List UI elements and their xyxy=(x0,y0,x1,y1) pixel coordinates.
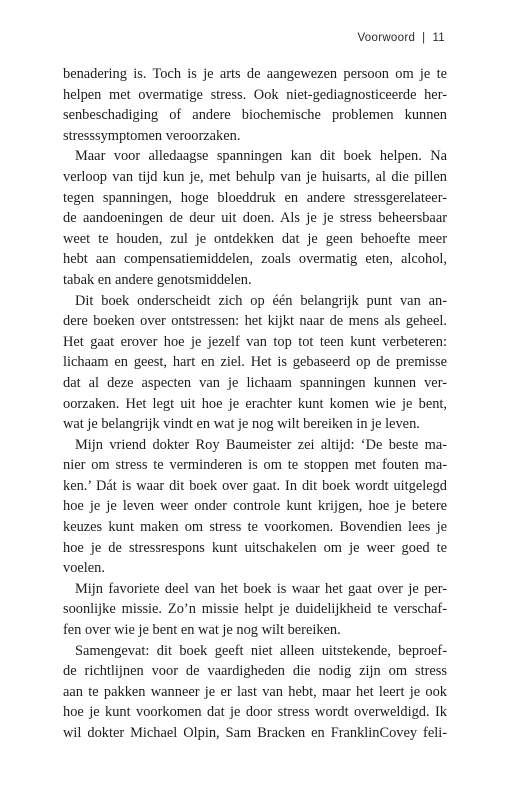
text-line: weet te houden, zul je ontdekken dat je geen behoefte meer xyxy=(63,230,447,247)
text-line: hebt aan compensatiemiddelen, zoals overmatig eten, alcohol, xyxy=(63,251,447,268)
page-number: 11 xyxy=(432,32,445,44)
text-line: Maar voor alledaagse spanningen kan dit boek helpen. Na xyxy=(75,148,447,165)
text-line: senbeschadiging of andere biochemische problemen kunnen xyxy=(63,107,447,124)
text-line: ken.’ Dát is waar dit boek over gaat. In dit boek wordt uitgelegd xyxy=(63,477,447,494)
text-line: nier om stress te verminderen is om te stoppen met fouten ma- xyxy=(63,457,447,474)
text-line: dere boeken over ontstressen: het kijkt naar de mens als geheel. xyxy=(63,313,447,330)
text-line: fen over wie je bent en wat je nog wilt bereiken. xyxy=(63,622,341,639)
text-line: hoe je de stressrespons kunt uitschakelen om je weer goed te xyxy=(63,539,447,556)
text-line: helpen met overmatige stress. Ook niet-gediagnosticeerde her- xyxy=(63,86,447,103)
text-line: benadering is. Toch is je arts de aangewezen persoon om je te xyxy=(63,66,447,82)
text-line: soonlijke missie. Zo’n missie helpt je duidelijkheid te verschaf- xyxy=(63,601,447,618)
text-line: wil dokter Michael Olpin, Sam Bracken en FranklinCovey feli- xyxy=(63,725,447,741)
text-line: de aandoeningen de deur uit doen. Als je je stress beheersbaar xyxy=(63,210,447,227)
text-line: keuzes kunt maken om stress te voorkomen. Bovendien lees je xyxy=(63,519,447,536)
text-line: voelen. xyxy=(63,560,105,577)
text-line: de richtlijnen voor de vaardigheden die nodig zijn om stress xyxy=(63,663,447,680)
text-line: lichaam en geest, hart en ziel. Het is gebaseerd op de premisse xyxy=(63,354,447,371)
text-line: tabak en andere genotsmiddelen. xyxy=(63,271,252,288)
running-head xyxy=(357,32,445,44)
text-line: Mijn favoriete deel van het boek is waar het gaat over je per- xyxy=(75,580,447,597)
text-line: tegen spanningen, hoge bloeddruk en andere stressgerelateer- xyxy=(63,189,447,206)
text-line: wat je belangrijk vindt en wat je nog wilt bereiken in je leven. xyxy=(63,416,420,433)
text-line: verloop van tijd kun je, met behulp van je huisarts, al die pillen xyxy=(63,168,447,185)
text-line: Samengevat: dit boek geeft niet alleen uitstekende, beproef- xyxy=(75,642,447,659)
body-text xyxy=(63,64,447,744)
text-line: Mijn vriend dokter Roy Baumeister zei altijd: ‘De beste ma- xyxy=(75,436,447,453)
text-line: dat al deze aspecten van je lichaam spanningen kunnen ver- xyxy=(63,374,447,391)
header-separator: | xyxy=(422,32,426,44)
text-line: oorzaken. Het legt uit hoe je erachter kunt komen wie je bent, xyxy=(63,395,447,412)
text-line: hoe je kunt voorkomen dat je door stress wordt overweldigd. Ik xyxy=(63,704,447,721)
text-line: stresssymptomen veroorzaken. xyxy=(63,127,241,144)
text-line: Het gaat erover hoe je jezelf van top tot teen kunt verbeteren: xyxy=(63,333,447,350)
section-title: Voorwoord xyxy=(357,32,416,44)
text-line: aan te pakken wanneer je er last van hebt, maar het leert je ook xyxy=(63,683,447,700)
text-line: Dit boek onderscheidt zich op één belangrijk punt van an- xyxy=(75,292,447,309)
text-line: hoe je je leven weer onder controle kunt krijgen, hoe je betere xyxy=(63,498,447,515)
